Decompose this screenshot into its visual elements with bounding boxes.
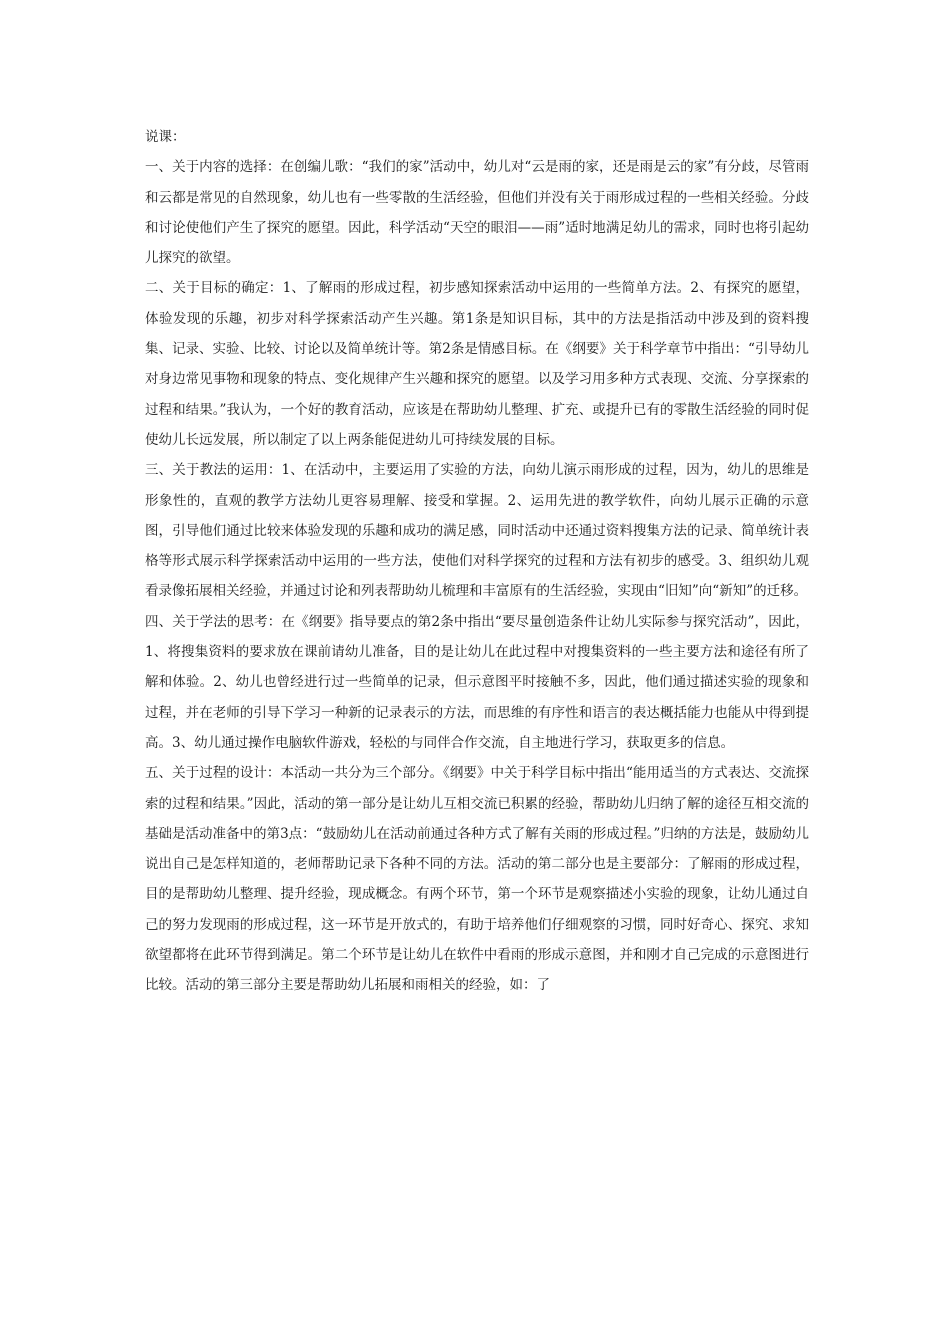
paragraph-teaching-methods: 三、关于教法的运用：1、在活动中，主要运用了实验的方法，向幼儿演示雨形成的过程，因为，幼儿的思维是形象性的，直观的教学方法幼儿更容易理解、接受和掌握。2、运用先进的教学软件，向幼儿展示正确的示意图，引导他们通过比较来体验发现的乐趣和成功的满足感，同时活动中还通过资料搜集方法的记录、简单统计表格等形式展示科学探索活动中运用的一些方法，使他们对科学探究的过程和方法有初步的感受。3、组织幼儿观看录像拓展相关经验，并通过讨论和列表帮助幼儿梳理和丰富原有的生活经验，实现由“旧知”向“新知”的迁移。	[145, 462, 809, 600]
document-body	[145, 122, 809, 1001]
paragraph-goal-setting: 二、关于目标的确定：1、了解雨的形成过程，初步感知探索活动中运用的一些简单方法。2、有探究的愿望，体验发现的乐趣，初步对科学探索活动产生兴趣。第1条是知识目标，其中的方法是指活动中涉及到的资料搜集、记录、实验、比较、讨论以及简单统计等。第2条是情感目标。在《纲要》关于科学章节中指出：“引导幼儿对身边常见事物和现象的特点、变化规律产生兴趣和探究的愿望。以及学习用多种方式表现、交流、分享探索的过程和结果。”我认为，一个好的教育活动，应该是在帮助幼儿整理、扩充、或提升已有的零散生活经验的同时促使幼儿长远发展，所以制定了以上两条能促进幼儿可持续发展的目标。	[145, 280, 809, 448]
paragraph-learning-methods: 四、关于学法的思考：在《纲要》指导要点的第2条中指出“要尽量创造条件让幼儿实际参与探究活动”，因此，1、将搜集资料的要求放在课前请幼儿准备，目的是让幼儿在此过程中对搜集资料的一些主要方法和途径有所了解和体验。2、幼儿也曾经进行过一些简单的记录，但示意图平时接触不多，因此，他们通过描述实验的现象和过程，并在老师的引导下学习一种新的记录表示的方法，而思维的有序性和语言的表达概括能力也能从中得到提高。3、幼儿通过操作电脑软件游戏，轻松的与同伴合作交流，自主地进行学习，获取更多的信息。	[145, 613, 809, 751]
paragraph-process-design: 五、关于过程的设计：本活动一共分为三个部分。《纲要》中关于科学目标中指出“能用适当的方式表达、交流探索的过程和结果。”因此，活动的第一部分是让幼儿互相交流已积累的经验，帮助幼儿归纳了解的途径互相交流的基础是活动准备中的第3点：“鼓励幼儿在活动前通过各种方式了解有关雨的形成过程。”归纳的方法是，鼓励幼儿说出自己是怎样知道的，老师帮助记录下各种不同的方法。活动的第二部分也是主要部分：了解雨的形成过程，目的是帮助幼儿整理、提升经验，现成概念。有两个环节，第一个环节是观察描述小实验的现象，让幼儿通过自己的努力发现雨的形成过程，这一环节是开放式的，有助于培养他们仔细观察的习惯，同时好奇心、探究、求知欲望都将在此环节得到满足。第二个环节是让幼儿在软件中看雨的形成示意图，并和刚才自己完成的示意图进行比较。活动的第三部分主要是帮助幼儿拓展和雨相关的经验，如：了	[145, 765, 809, 994]
document-heading: 说课：	[145, 129, 186, 145]
paragraph-content-selection: 一、关于内容的选择：在创编儿歌：“我们的家”活动中，幼儿对“云是雨的家，还是雨是云的家”有分歧，尽管雨和云都是常见的自然现象，幼儿也有一些零散的生活经验，但他们并没有关于雨形成过程的一些相关经验。分歧和讨论使他们产生了探究的愿望。因此，科学活动“天空的眼泪——雨”适时地满足幼儿的需求，同时也将引起幼儿探究的欲望。	[145, 159, 809, 267]
